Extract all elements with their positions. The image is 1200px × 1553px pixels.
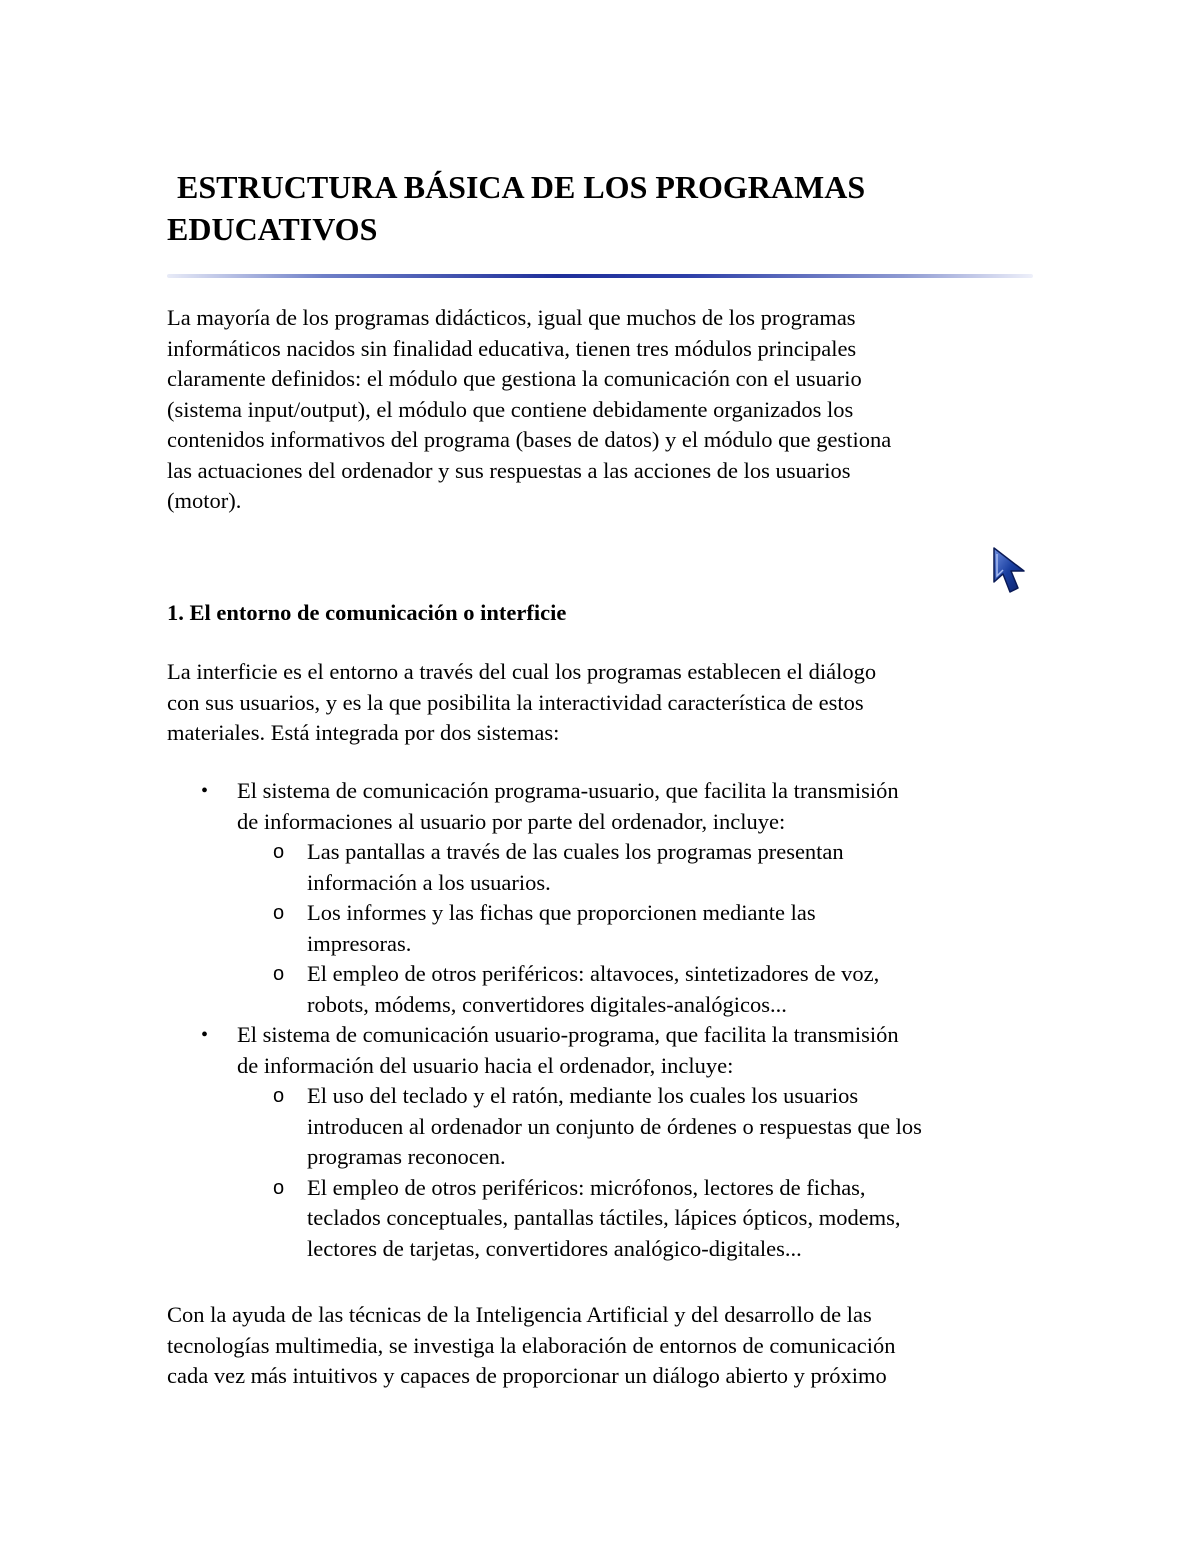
text-line: Los informes y las fichas que proporcionen mediante las [307,900,816,925]
text-line: El sistema de comunicación usuario-programa, que facilita la transmisión [237,1022,899,1047]
text-line: materiales. Está integrada por dos sistemas: [167,720,560,745]
text-line: de informaciones al usuario por parte del ordenador, incluye: [237,808,786,834]
title-line: ESTRUCTURA BÁSICA DE LOS PROGRAMAS [177,169,866,205]
text-line: El empleo de otros periféricos: altavoces, sintetizadores de voz, [307,961,880,986]
sub-list-item [167,1173,1047,1265]
cursor-arrow-icon [990,546,1030,598]
text-line: Con la ayuda de las técnicas de la Inteligencia Artificial y del desarrollo de las [167,1302,872,1327]
text-line: con sus usuarios, y es la que posibilita la interactividad característica de estos [167,689,864,715]
text-line: robots, módems, convertidores digitales-analógicos... [307,991,787,1017]
interface-paragraph [167,657,1047,749]
text-line: (sistema input/output), el módulo que contiene debidamente organizados los [167,396,854,422]
circle-bullet-icon: o [273,902,285,924]
circle-bullet-icon: o [273,1176,285,1199]
circle-bullet-icon: o [273,1085,285,1107]
text-line: El empleo de otros periféricos: micrófonos, lectores de fichas, [307,1174,866,1200]
sub-list-item [167,837,1047,898]
intro-paragraph [167,303,1047,517]
text-line: programas reconocen. [307,1144,506,1169]
sub-list-item [167,1081,1047,1173]
text-line: El sistema de comunicación programa-usuario, que facilita la transmisión [237,778,899,803]
text-line: El uso del teclado y el ratón, mediante los cuales los usuarios [307,1083,859,1108]
text-line: información a los usuarios. [307,869,551,895]
text-line: introducen al ordenador un conjunto de órdenes o respuestas que los [307,1113,922,1139]
text-line: La mayoría de los programas didácticos, igual que muchos de los programas [167,305,856,330]
text-line: informáticos nacidos sin finalidad educativa, tienen tres módulos principales [167,335,857,361]
list-item [167,776,1047,837]
bullet-icon: • [201,780,209,802]
list-item [167,1020,1047,1081]
text-line: impresoras. [307,930,412,956]
text-line: tecnologías multimedia, se investiga la elaboración de entornos de comunicación [167,1332,896,1358]
text-line: teclados conceptuales, pantallas táctiles, lápices ópticos, modems, [307,1205,901,1230]
ai-paragraph [167,1300,1047,1392]
text-line: Las pantallas a través de las cuales los programas presentan [307,839,844,864]
text-line: cada vez más intuitivos y capaces de proporcionar un diálogo abierto y próximo [167,1363,887,1388]
text-line: claramente definidos: el módulo que gestiona la comunicación con el usuario [167,366,862,391]
text-line: las actuaciones del ordenador y sus respuestas a las acciones de los usuarios [167,457,851,483]
sub-list-item [167,898,1047,959]
circle-bullet-icon: o [273,963,285,985]
bullet-list [167,776,1047,1264]
text-line: de información del usuario hacia el ordenador, incluye: [237,1052,734,1078]
document-title [167,166,1047,250]
text-line: contenidos informativos del programa (bases de datos) y el módulo que gestiona [167,427,892,452]
section-heading: 1. El entorno de comunicación o interficie [167,600,567,625]
title-line: EDUCATIVOS [167,211,378,247]
bullet-icon: • [201,1024,209,1046]
title-divider [167,274,1033,278]
text-line: La interficie es el entorno a través del cual los programas establecen el diálogo [167,659,877,684]
text-line: lectores de tarjetas, convertidores analógico-digitales... [307,1235,802,1261]
circle-bullet-icon: o [273,841,285,863]
text-line: (motor). [167,488,242,513]
sub-list-item [167,959,1047,1020]
